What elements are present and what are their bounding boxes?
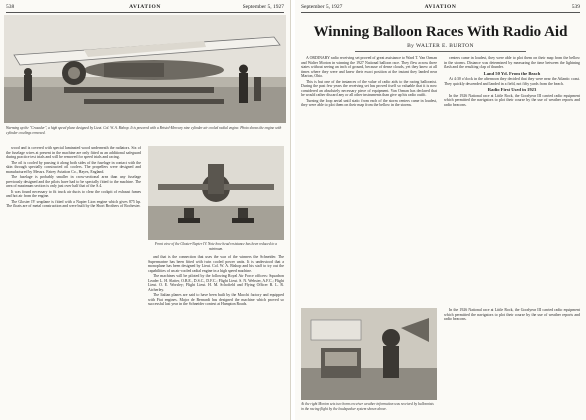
right-running-head: AVIATION bbox=[424, 4, 457, 10]
left-running-head: AVIATION bbox=[129, 4, 161, 10]
paragraph: It was found necessary to fit truck air ducts to clear the cockpit of exhaust fumes and hot air from the engine. bbox=[6, 189, 141, 198]
paragraph: At 4:30 o'clock in the afternoon they decided that they were near the Atlantic coast. They quickly descended and landed in a field, not fifty yards from the beach. bbox=[444, 77, 580, 86]
left-page-number: 538 bbox=[6, 4, 15, 10]
gloster-napier-caption: Front view of the Gloster-Napier IV. Note how head resistance has been reduced to a minimum. bbox=[154, 242, 278, 251]
right-page-date: September 5, 1927 bbox=[301, 4, 343, 10]
balloon-radio-photo bbox=[301, 308, 437, 400]
balloon-radio-image bbox=[301, 308, 437, 400]
paragraph: The Italian planes are said to have been built by the Macchi factory and equipped with Fiat engines. Major de Bernardi has designed the machine which proved so successful last year in the Schneider contest at Hampton Roads. bbox=[148, 293, 284, 306]
paragraph: In the 1926 National race at Little Rock, the Goodyear III carried radio equipment which permitted the navigators to plot their course by the use of weather reports and radio beacons. bbox=[444, 93, 580, 107]
right-column-1 bbox=[301, 56, 437, 304]
right-column-2-bottom bbox=[444, 308, 580, 416]
right-page-header bbox=[301, 3, 580, 13]
right-page bbox=[295, 0, 586, 420]
article-title: Winning Balloon Races With Radio Aid bbox=[313, 24, 568, 40]
paragraph: Turning the loop aerial until static from each of the storm centers came in loudest, they were able to plot them on their map from the bellow in the storms. bbox=[301, 98, 437, 107]
title-rule bbox=[355, 51, 526, 52]
right-page-number: 539 bbox=[571, 4, 580, 10]
crusader-photo bbox=[4, 15, 286, 123]
gloster-napier-image bbox=[148, 146, 284, 240]
left-page bbox=[0, 0, 291, 420]
article-byline: By WALTER E. BURTON bbox=[407, 43, 474, 49]
left-page-header bbox=[6, 3, 284, 13]
subhead-radio: Radio First Used in 1923 bbox=[487, 87, 537, 92]
paragraph: centers came in loudest, they were able to plot them on their map from the bellow in the storms. Distance was determined by measuring the time between the lightning flash and the resulting clap of thunder. bbox=[444, 56, 580, 69]
paragraph: wood and is covered with special laminated wood underneath the radiators. Six of the fuselage wires at present in the machine are only fitted as an additional safeguard during practice test trials and will be removed for speed trials and racing. bbox=[6, 146, 141, 159]
gloster-napier-photo bbox=[148, 146, 284, 240]
balloon-radio-caption: At the right Morton sets two horns receiver weather information was received by balloonists in the racing flight by the loudspeaker system shown above. bbox=[301, 402, 434, 411]
crusader-caption: Warming up the "Crusader", a high speed plane designed by Lieut. Col. W. A. Bishop. It is powered with a Bristol-Mercury nine cylinder air cooled radial engine. Photo shows the engine with cylinder cowlings removed. bbox=[6, 126, 282, 135]
paragraph: The fuselage is probably smaller in cross-sectional area than any fuselage previously designed and the pilots have had to be specially fitted to the machine. The area of maximum section is only just over half that of the S.4. bbox=[6, 175, 141, 188]
crusader-photo-image bbox=[4, 15, 286, 123]
paragraph: The Gloster IV seaplane is fitted with a Napier Lion engine which gives 875 hp. The floats are of metal construction and were built by the Short Brothers of Rochester. bbox=[6, 199, 141, 208]
paragraph: This is but one of the instances of the value of radio aids to the racing balloonist. During the past few years the receiving set has proved itself so valuable that it is now considered an absolutely necessary piece of equipment. Van Orman has declared that he would rather discard any or all other instruments than give up his radio outfit. bbox=[301, 79, 437, 97]
paragraph: The machines will be piloted by the following Royal Air Force officers: Squadron Leader L. H. Slatter, O.B.E., D.S.C., D.F.C.; Flight Lieut. S. N. Webster, A.F.C.; Flight Lieut. O. E. Worsley; Flight Lieut. H. M. Schofield and Flying Officer R. L. R. Atcherley. bbox=[148, 274, 284, 292]
paragraph: In the 1926 National race at Little Rock, the Goodyear III carried radio equipment which permitted the navigators to plot their course by the use of weather reports and radio beacons. bbox=[444, 308, 580, 321]
left-column-1 bbox=[6, 146, 141, 416]
paragraph: The oil is cooled by passing it along both sides of the fuselage in contact with the skin through specially constructed oil coolers. The propellers were designed and manufactured by Messrs. Fairey Aviation Co., Hayes, England. bbox=[6, 160, 141, 174]
left-column-2 bbox=[148, 255, 284, 415]
left-page-date: September 5, 1927 bbox=[242, 4, 284, 10]
right-column-2 bbox=[444, 56, 580, 304]
paragraph: A ORDINARY radio receiving set proved of great assistance to Ward T. Van Orman and Walter Morton in winning the 1927 National balloon race. They flew across three states without seeing an inch of ground, because of dense clouds, yet they knew at all times where they were and knew their exact position at the instant they landed near Marion, Ohio. bbox=[301, 56, 437, 78]
paragraph: and that is the connection that uses the war of the winners the Schneider. The Supermarine has been fitted with twin cooled power units. It is understood that a monoplane has been designed by Lieut. Col. W. A. Bishop and his staff to try out the capabilities of an air-cooled radial engine in a high speed machine. bbox=[148, 255, 284, 273]
subhead-land: Land 50 Yd. From the Beach bbox=[483, 70, 541, 76]
